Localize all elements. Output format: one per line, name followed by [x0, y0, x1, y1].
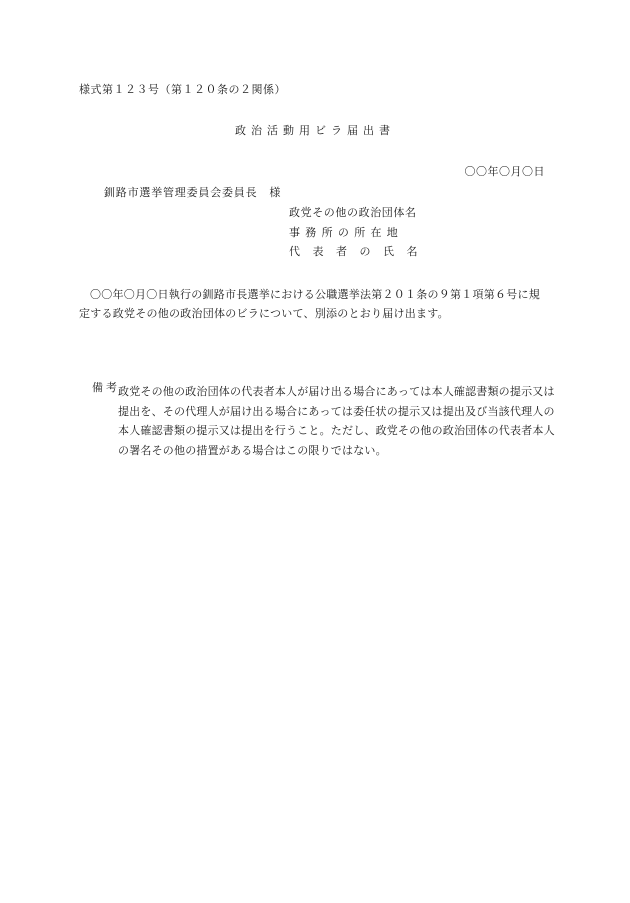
body-paragraph: 〇〇年〇月〇日執行の釧路市長選挙における公職選挙法第２０１条の９第１項第６号に規定する政党その他の政治団体のビラについて、別添のとおり届け出ます。 [79, 288, 540, 320]
addressee [104, 187, 281, 198]
org-name-label: 政党その他の政治団体名 [289, 206, 417, 219]
note-section [92, 382, 562, 460]
note-label: 備考 [92, 381, 120, 394]
addressee-name: 釧路市選挙管理委員会委員長 [104, 186, 258, 199]
form-number: 様式第１２３号（第１２０条の２関係） [79, 83, 286, 96]
representative-label: 代表者の氏名 [289, 245, 430, 258]
office-address-label: 事務所の所在地 [289, 226, 404, 239]
addressee-honorific: 様 [269, 186, 282, 199]
submission-date: 〇〇年〇月〇日 [464, 165, 545, 178]
document-title: 政治活動用ビラ届出書 [235, 124, 395, 137]
note-text: 政党その他の政治団体の代表者本人が届け出る場合にあっては本人確認書類の提示又は提出を、その代理人が届け出る場合にあっては委任状の提示又は提出及び当該代理人の本人確認書類の提示又は提出を行うこと。ただし、政党その他の政治団体の代表者本人の署名その他の措置がある場合はこの限りではない。 [118, 385, 555, 457]
